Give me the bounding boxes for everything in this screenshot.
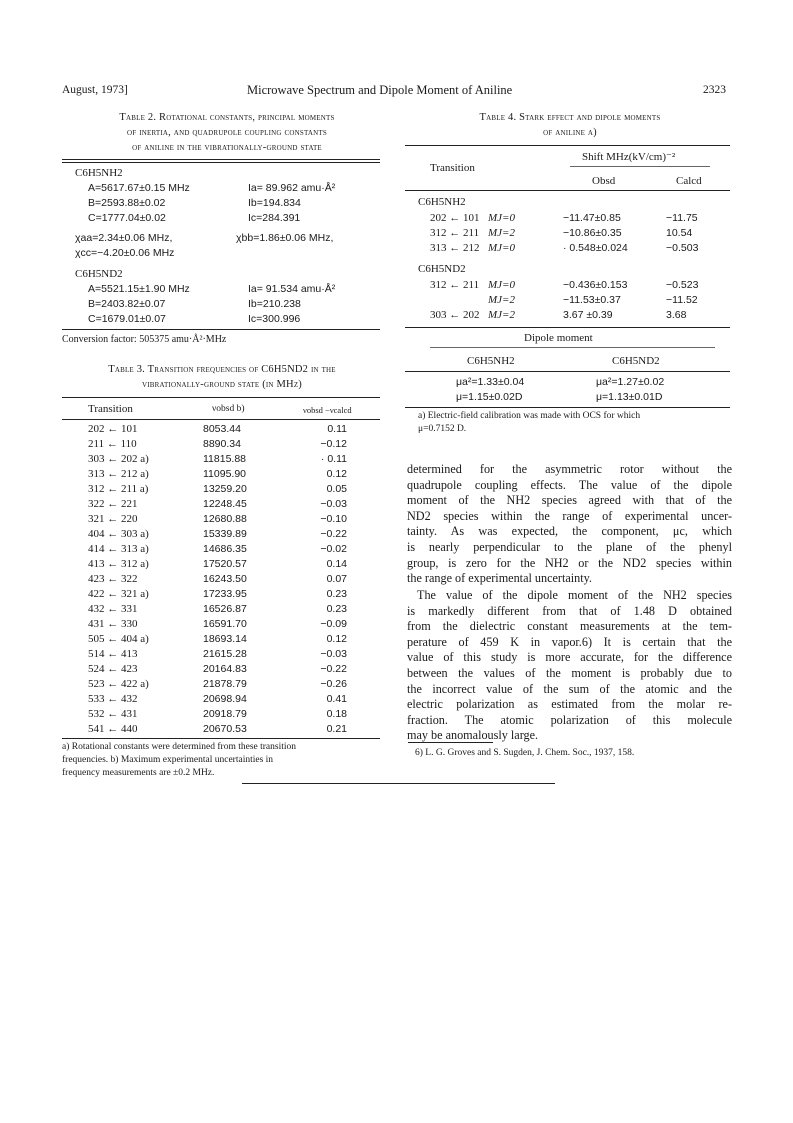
table3-transition: 524 ← 423 bbox=[88, 663, 138, 675]
table3-col-obsd: νobsd b) bbox=[212, 404, 245, 414]
table3-obsd: 13259.20 bbox=[203, 483, 247, 495]
table3-header-rule bbox=[62, 419, 380, 420]
table3-transition: 431 ← 330 bbox=[88, 618, 138, 630]
table4-mu-nd2: μ=1.13±0.01D bbox=[596, 391, 663, 403]
table2-Ic-nd2: Ic=300.996 bbox=[248, 313, 301, 325]
table3-diff: 0.18 bbox=[326, 708, 347, 720]
table3-diff: −0.22 bbox=[320, 528, 347, 540]
table3-footnote-line2: frequencies. b) Maximum experimental uncertainties in bbox=[62, 755, 274, 765]
table4-mu-nh2: μ=1.15±0.02D bbox=[456, 391, 523, 403]
table4-obsd: −11.53±0.37 bbox=[563, 294, 621, 306]
table4-transition: 313 ← 212 bbox=[430, 242, 480, 254]
table3-col-diff: νobsd −νcalcd bbox=[303, 405, 352, 415]
table2-Ia-nh2: Ia= 89.962 amu·Å² bbox=[248, 182, 336, 194]
table4-bottom-rule bbox=[405, 407, 730, 408]
table4-obsd: −11.47±0.85 bbox=[563, 212, 621, 224]
table4-calcd: −0.523 bbox=[666, 279, 699, 291]
table3-caption-line2: vibrationally-ground state (in MHz) bbox=[141, 379, 302, 390]
table3-diff: 0.12 bbox=[326, 468, 347, 480]
table3-obsd: 11095.90 bbox=[203, 468, 247, 480]
table4-mj: MJ=0 bbox=[488, 242, 515, 254]
table4-transition: 312 ← 211 bbox=[430, 227, 480, 239]
table2-C-nh2: C=1777.04±0.02 bbox=[88, 212, 166, 224]
table3-obsd: 8890.34 bbox=[203, 438, 241, 450]
table2-chi-bb: χbb=1.86±0.06 MHz, bbox=[236, 232, 334, 244]
table3-obsd: 20164.83 bbox=[203, 663, 247, 675]
table4-obsd: −0.436±0.153 bbox=[563, 279, 628, 291]
table3-transition: 312 ← 211 a) bbox=[88, 483, 149, 495]
table4-calcd: −11.52 bbox=[666, 294, 698, 306]
text-line: tainty. As was expected, the component, μc, which bbox=[407, 524, 732, 539]
text-line: between the values of the moment is probably due to bbox=[407, 665, 732, 680]
text-line: the incorrect value of the sum of the atomic and the bbox=[407, 681, 732, 696]
table3-footnote bbox=[62, 741, 382, 780]
table2-Ia-nd2: Ia= 91.534 amu·Å² bbox=[248, 283, 336, 295]
table2-conversion-note: Conversion factor: 505375 amu·Å²·MHz bbox=[62, 334, 227, 345]
table3-diff: −0.03 bbox=[320, 498, 347, 510]
table4-shift-brace bbox=[570, 166, 710, 167]
table4-footnote-line2: μ=0.7152 D. bbox=[418, 424, 467, 434]
table3-diff: −0.09 bbox=[320, 618, 347, 630]
table3-diff: 0.23 bbox=[326, 603, 347, 615]
table3-transition: 541 ← 440 bbox=[88, 723, 138, 735]
table4-footnote-line1: a) Electric-field calibration was made with OCS for which bbox=[418, 411, 641, 421]
table3-transition: 303 ← 202 a) bbox=[88, 453, 149, 465]
table4-header-rule bbox=[405, 190, 730, 191]
table2-Ib-nd2: Ib=210.238 bbox=[248, 298, 301, 310]
table3-transition: 514 ← 413 bbox=[88, 648, 138, 660]
table4-footnote bbox=[418, 410, 738, 436]
table4-dipole-heading: Dipole moment bbox=[524, 332, 593, 344]
table4-col-shift: Shift MHz(kV/cm)⁻² bbox=[582, 151, 676, 163]
table3-diff: 0.11 bbox=[327, 423, 347, 435]
table4-section-nd2: C6H5ND2 bbox=[418, 263, 466, 275]
table4-mj: MJ=0 bbox=[488, 212, 515, 224]
text-line: electric polarization as estimated from the molar re- bbox=[407, 697, 732, 712]
table3-diff: 0.05 bbox=[326, 483, 347, 495]
table3-transition: 414 ← 313 a) bbox=[88, 543, 149, 555]
table3-diff: 0.21 bbox=[326, 723, 347, 735]
table4-col-obsd: Obsd bbox=[592, 175, 616, 187]
table4-section-nh2: C6H5NH2 bbox=[418, 196, 466, 208]
table4-mid-rule bbox=[405, 327, 730, 328]
table3-obsd: 20698.94 bbox=[203, 693, 247, 705]
text-line: fraction. The atomic polarization of this molecule bbox=[407, 712, 732, 727]
table4-transition: 303 ← 202 bbox=[430, 309, 480, 321]
text-line: group, is zero for the NH2 or the ND2 species within bbox=[407, 555, 732, 570]
table4-transition: 202 ← 101 bbox=[430, 212, 480, 224]
table3-transition: 202 ← 101 bbox=[88, 423, 138, 435]
table3-diff: −0.02 bbox=[320, 543, 347, 555]
table4-calcd: 3.68 bbox=[666, 309, 687, 321]
body-paragraph-2 bbox=[407, 588, 732, 744]
table3-diff: −0.03 bbox=[320, 648, 347, 660]
table2-Ic-nh2: Ic=284.391 bbox=[248, 212, 301, 224]
table3-transition: 422 ← 321 a) bbox=[88, 588, 149, 600]
table4-mj: MJ=2 bbox=[488, 309, 515, 321]
table3-obsd: 11815.88 bbox=[203, 453, 247, 465]
table3-transition: 505 ← 404 a) bbox=[88, 633, 149, 645]
text-line: ND2 species within the range of experimental uncer- bbox=[407, 508, 732, 523]
table3-transition: 423 ← 322 bbox=[88, 573, 138, 585]
table3-obsd: 21615.28 bbox=[203, 648, 247, 660]
table3-caption-line1: Table 3. Transition frequencies of C6H5ND2 in the bbox=[108, 364, 336, 375]
header-title: Microwave Spectrum and Dipole Moment of Aniline bbox=[247, 83, 513, 97]
table2-C-nd2: C=1679.01±0.07 bbox=[88, 313, 166, 325]
table3-obsd: 15339.89 bbox=[203, 528, 247, 540]
table4-mj: MJ=2 bbox=[488, 227, 515, 239]
table4-mu-a-nh2: μa²=1.33±0.04 bbox=[456, 376, 525, 388]
table3-obsd: 12680.88 bbox=[203, 513, 247, 525]
table3-diff: 0.12 bbox=[326, 633, 347, 645]
table3-transition: 211 ← 110 bbox=[88, 438, 137, 450]
table4-transition: 312 ← 211 bbox=[430, 279, 480, 291]
table3-transition: 533 ← 432 bbox=[88, 693, 138, 705]
table2-B-nd2: B=2403.82±0.07 bbox=[88, 298, 166, 310]
text-line: is nearly perpendicular to the plane of the phenyl bbox=[407, 539, 732, 554]
table4-calcd: 10.54 bbox=[666, 227, 693, 239]
text-line: The value of the dipole moment of the NH2 species bbox=[417, 588, 732, 602]
table2-A-nh2: A=5617.67±0.15 MHz bbox=[88, 182, 190, 194]
table3-footnote-line3: frequency measurements are ±0.2 MHz. bbox=[62, 768, 215, 778]
table3-diff: · 0.11 bbox=[320, 453, 347, 465]
table3-obsd: 17520.57 bbox=[203, 558, 247, 570]
table3-obsd: 20918.79 bbox=[203, 708, 247, 720]
table3-transition: 321 ← 220 bbox=[88, 513, 138, 525]
table3-bottom-rule bbox=[62, 738, 380, 739]
table3-obsd: 17233.95 bbox=[203, 588, 247, 600]
table2-section-nh2: C6H5NH2 bbox=[75, 167, 123, 179]
table3-footnote-line1: a) Rotational constants were determined from these transition bbox=[62, 742, 296, 752]
table2-section-nd2: C6H5ND2 bbox=[75, 268, 123, 280]
table2-chi-cc: χcc=−4.20±0.06 MHz bbox=[75, 247, 175, 259]
text-line: from the dielectric constant measurements at the tem- bbox=[407, 619, 732, 634]
table4-obsd: −10.86±0.35 bbox=[563, 227, 622, 239]
text-line: moment of the NH2 species agreed with that of the bbox=[407, 493, 732, 508]
table3-transition: 313 ← 212 a) bbox=[88, 468, 149, 480]
table3-transition: 322 ← 221 bbox=[88, 498, 138, 510]
table2-A-nd2: A=5521.15±1.90 MHz bbox=[88, 283, 190, 295]
table2-top-rule-2 bbox=[62, 162, 380, 163]
table2-chi-aa: χaa=2.34±0.06 MHz, bbox=[75, 232, 173, 244]
table2-top-rule bbox=[62, 159, 380, 160]
table4-mj: MJ=2 bbox=[488, 294, 515, 306]
table4-dipole-rule bbox=[405, 371, 730, 372]
header-date: August, 1973] bbox=[62, 84, 128, 96]
table2-caption bbox=[62, 110, 392, 155]
table4-caption bbox=[405, 110, 735, 140]
table3-obsd: 16526.87 bbox=[203, 603, 247, 615]
body-paragraph-1 bbox=[407, 462, 732, 587]
table4-caption-line1: Table 4. Stark effect and dipole moments bbox=[479, 112, 661, 123]
table4-dipole-col-nd2: C6H5ND2 bbox=[612, 355, 660, 367]
table3-diff: −0.12 bbox=[320, 438, 347, 450]
page-end-rule bbox=[242, 783, 555, 784]
table3-transition: 432 ← 331 bbox=[88, 603, 138, 615]
table3-diff: 0.14 bbox=[326, 558, 347, 570]
table2-caption-line1: Table 2. Rotational constants, principal moments bbox=[119, 112, 335, 123]
table4-col-transition: Transition bbox=[430, 162, 475, 174]
table3-obsd: 12248.45 bbox=[203, 498, 247, 510]
table4-caption-line2: of aniline a) bbox=[543, 127, 597, 138]
table2-caption-line3: of aniline in the vibrationally-ground state bbox=[132, 142, 322, 153]
text-line: may be anomalously large. bbox=[407, 728, 539, 743]
table3-obsd: 16591.70 bbox=[203, 618, 247, 630]
table4-obsd: 3.67 ±0.39 bbox=[563, 309, 613, 321]
table3-diff: −0.10 bbox=[320, 513, 347, 525]
header-page-number: 2323 bbox=[703, 84, 726, 96]
table3-obsd: 8053.44 bbox=[203, 423, 241, 435]
table3-transition: 404 ← 303 a) bbox=[88, 528, 149, 540]
text-line: perature of 459 K in vapor.6) It is certain that the bbox=[407, 634, 732, 649]
table3-obsd: 18693.14 bbox=[203, 633, 247, 645]
table3-diff: 0.23 bbox=[326, 588, 347, 600]
text-line: quadrupole coupling effects. The value of the dipole bbox=[407, 477, 732, 492]
text-line: is markedly different from that of 1.48 D obtained bbox=[407, 603, 732, 618]
table4-col-calcd: Calcd bbox=[676, 175, 702, 187]
table2-bottom-rule bbox=[62, 329, 380, 330]
table3-obsd: 21878.79 bbox=[203, 678, 247, 690]
table4-obsd: · 0.548±0.024 bbox=[563, 242, 628, 254]
table3-transition: 413 ← 312 a) bbox=[88, 558, 149, 570]
table2-Ib-nh2: Ib=194.834 bbox=[248, 197, 301, 209]
table3-diff: −0.22 bbox=[320, 663, 347, 675]
text-line: determined for the asymmetric rotor without the bbox=[407, 462, 732, 476]
table3-col-transition: Transition bbox=[88, 403, 133, 415]
text-line: the range of experimental uncertainty. bbox=[407, 571, 592, 586]
table3-obsd: 16243.50 bbox=[203, 573, 247, 585]
table3-top-rule bbox=[62, 397, 380, 398]
table3-caption bbox=[62, 362, 382, 392]
footnote-rule bbox=[408, 742, 493, 743]
table4-calcd: −0.503 bbox=[666, 242, 699, 254]
table3-obsd: 14686.35 bbox=[203, 543, 247, 555]
table4-mu-a-nd2: μa²=1.27±0.02 bbox=[596, 376, 665, 388]
table3-transition: 532 ← 431 bbox=[88, 708, 138, 720]
table4-calcd: −11.75 bbox=[666, 212, 698, 224]
table3-diff: 0.07 bbox=[326, 573, 347, 585]
table3-obsd: 20670.53 bbox=[203, 723, 247, 735]
table4-dipole-col-nh2: C6H5NH2 bbox=[467, 355, 515, 367]
table4-mj: MJ=0 bbox=[488, 279, 515, 291]
table3-diff: −0.26 bbox=[320, 678, 347, 690]
table4-top-rule bbox=[405, 145, 730, 146]
table3-diff: 0.41 bbox=[326, 693, 347, 705]
table4-dipole-brace bbox=[430, 347, 715, 348]
reference-footnote: 6) L. G. Groves and S. Sugden, J. Chem. Soc., 1937, 158. bbox=[415, 748, 635, 758]
table2-caption-line2: of inertia, and quadrupole coupling constants bbox=[127, 127, 327, 138]
text-line: value of this study is more accurate, for the difference bbox=[407, 650, 732, 665]
table3-transition: 523 ← 422 a) bbox=[88, 678, 149, 690]
table2-B-nh2: B=2593.88±0.02 bbox=[88, 197, 166, 209]
